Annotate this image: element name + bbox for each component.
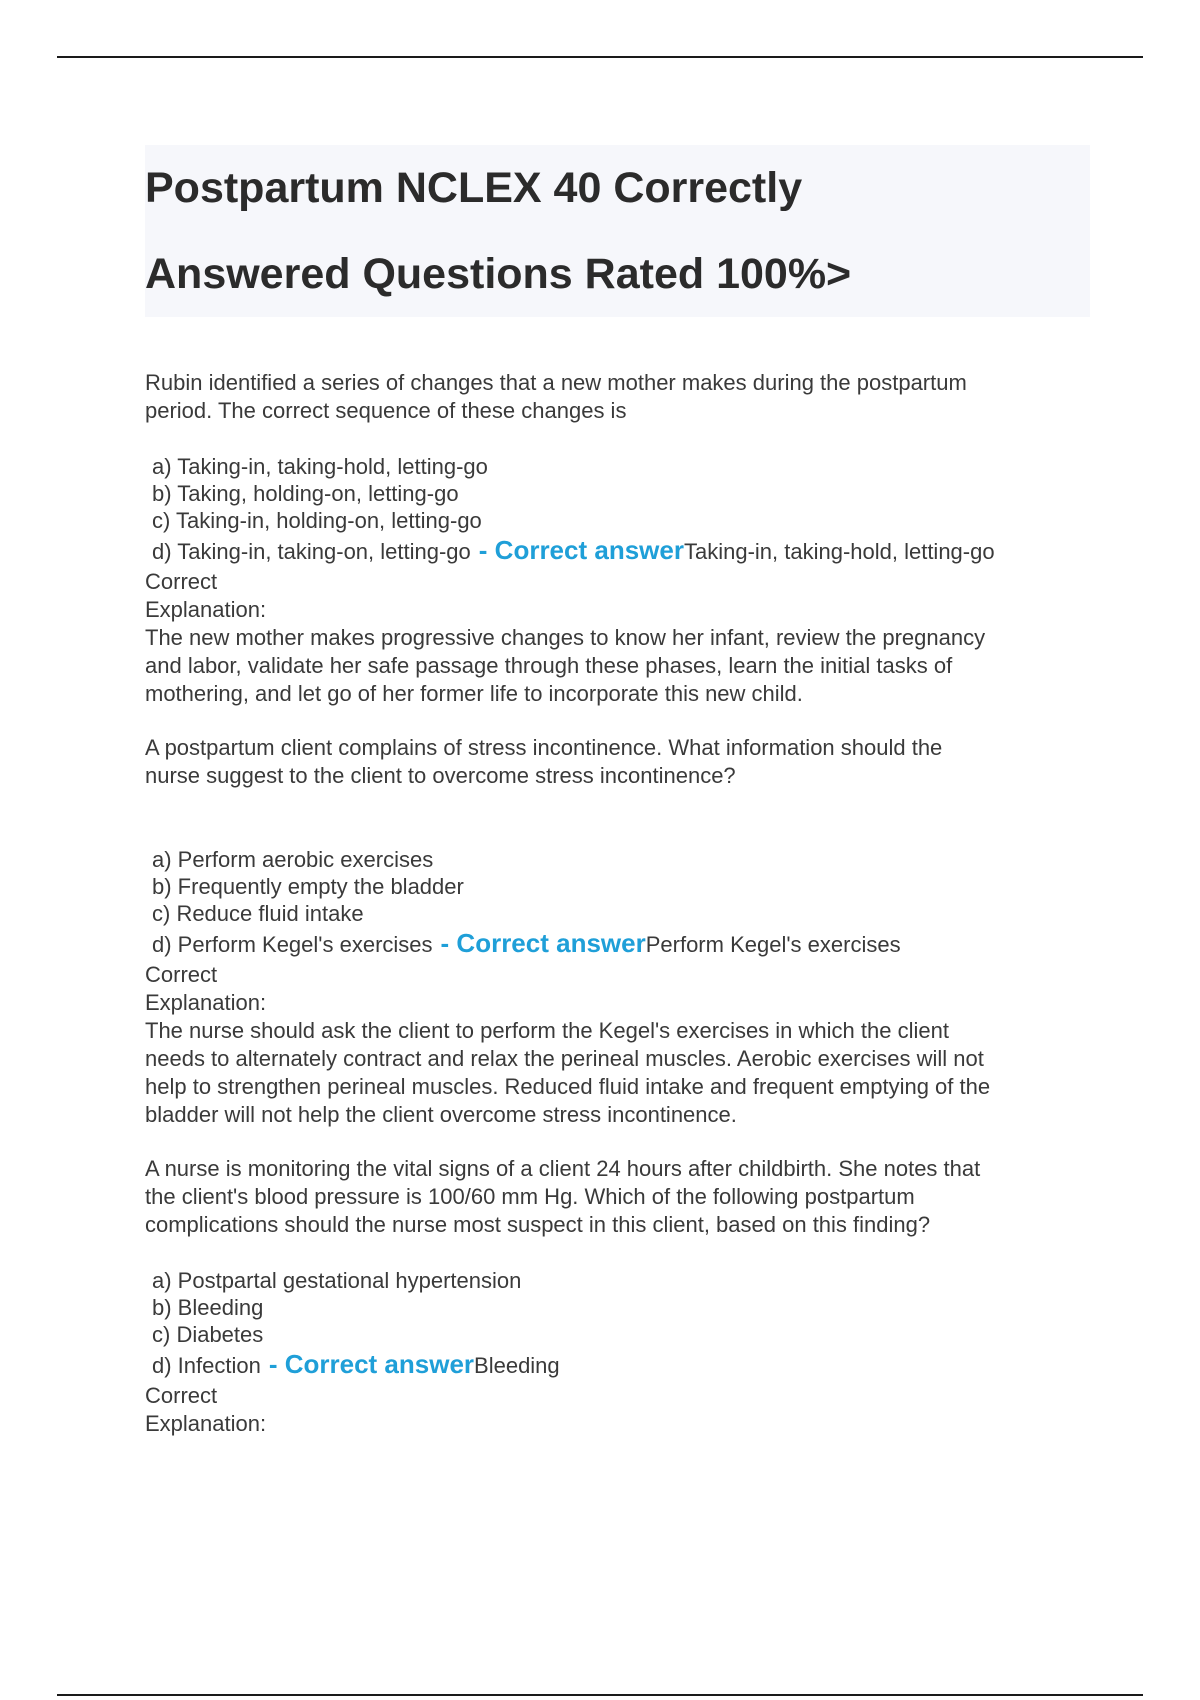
explanation-label: Explanation: xyxy=(145,1411,267,1436)
question-stem: the client's blood pressure is 100/60 mm Hg. Which of the following postpartum xyxy=(145,1184,915,1209)
explanation-line: bladder will not help the client overcome stress incontinence. xyxy=(145,1102,737,1127)
question-stem: Rubin identified a series of changes that a new mother makes during the postpartum xyxy=(145,370,967,395)
title-block xyxy=(145,145,1090,317)
option-d: d) Infection xyxy=(152,1353,261,1378)
option-c: c) Reduce fluid intake xyxy=(152,901,364,926)
question-stem: A nurse is monitoring the vital signs of a client 24 hours after childbirth. She notes that xyxy=(145,1156,981,1181)
document-content xyxy=(145,145,1085,1438)
correct-answer-tag: - Correct answer xyxy=(440,928,646,958)
option-d-with-answer xyxy=(152,1348,1085,1382)
correct-answer-tag: - Correct answer xyxy=(478,535,684,565)
option-a: a) Perform aerobic exercises xyxy=(152,847,434,872)
option-d: d) Perform Kegel's exercises xyxy=(152,932,433,957)
option-d: d) Taking-in, taking-on, letting-go xyxy=(152,539,471,564)
correct-answer-tag: - Correct answer xyxy=(268,1349,475,1379)
option-b: b) Frequently empty the bladder xyxy=(152,874,464,899)
option-a: a) Postpartal gestational hypertension xyxy=(152,1268,522,1293)
explanation-line: needs to alternately contract and relax the perineal muscles. Aerobic exercises will not xyxy=(145,1046,984,1071)
page-title-line-2: Answered Questions Rated 100%> xyxy=(145,250,852,298)
explanation-line: and labor, validate her safe passage through these phases, learn the initial tasks of xyxy=(145,653,953,678)
explanation-label: Explanation: xyxy=(145,990,267,1015)
question-stem: period. The correct sequence of these changes is xyxy=(145,398,627,423)
question-1 xyxy=(145,369,1085,708)
page-title-line-1: Postpartum NCLEX 40 Correctly xyxy=(145,164,803,212)
explanation-line: mothering, and let go of her former life to incorporate this new child. xyxy=(145,681,803,706)
answer-text: Perform Kegel's exercises xyxy=(645,932,901,957)
correct-label: Correct xyxy=(145,1383,218,1408)
option-c: c) Taking-in, holding-on, letting-go xyxy=(152,508,482,533)
option-d-with-answer xyxy=(152,927,1085,961)
option-b: b) Taking, holding-on, letting-go xyxy=(152,481,459,506)
question-stem: A postpartum client complains of stress incontinence. What information should the xyxy=(145,735,943,760)
option-b: b) Bleeding xyxy=(152,1295,264,1320)
question-stem: complications should the nurse most suspect in this client, based on this finding? xyxy=(145,1212,931,1237)
correct-label: Correct xyxy=(145,962,218,987)
correct-label: Correct xyxy=(145,569,218,594)
question-stem: nurse suggest to the client to overcome stress incontinence? xyxy=(145,763,736,788)
option-list xyxy=(152,1267,1085,1382)
option-list xyxy=(152,453,1085,568)
answer-text: Taking-in, taking-hold, letting-go xyxy=(683,539,995,564)
explanation-label: Explanation: xyxy=(145,597,267,622)
question-2 xyxy=(145,734,1085,1129)
option-c: c) Diabetes xyxy=(152,1322,264,1347)
explanation-line: The nurse should ask the client to perform the Kegel's exercises in which the client xyxy=(145,1018,949,1043)
question-3 xyxy=(145,1155,1085,1438)
answer-text: Bleeding xyxy=(474,1353,560,1378)
option-d-with-answer xyxy=(152,534,1085,568)
bottom-rule xyxy=(57,1694,1143,1696)
option-a: a) Taking-in, taking-hold, letting-go xyxy=(152,454,488,479)
top-rule xyxy=(57,56,1143,58)
option-list xyxy=(152,846,1085,961)
explanation-line: help to strengthen perineal muscles. Reduced fluid intake and frequent emptying of the xyxy=(145,1074,991,1099)
explanation-line: The new mother makes progressive changes to know her infant, review the pregnancy xyxy=(145,625,986,650)
